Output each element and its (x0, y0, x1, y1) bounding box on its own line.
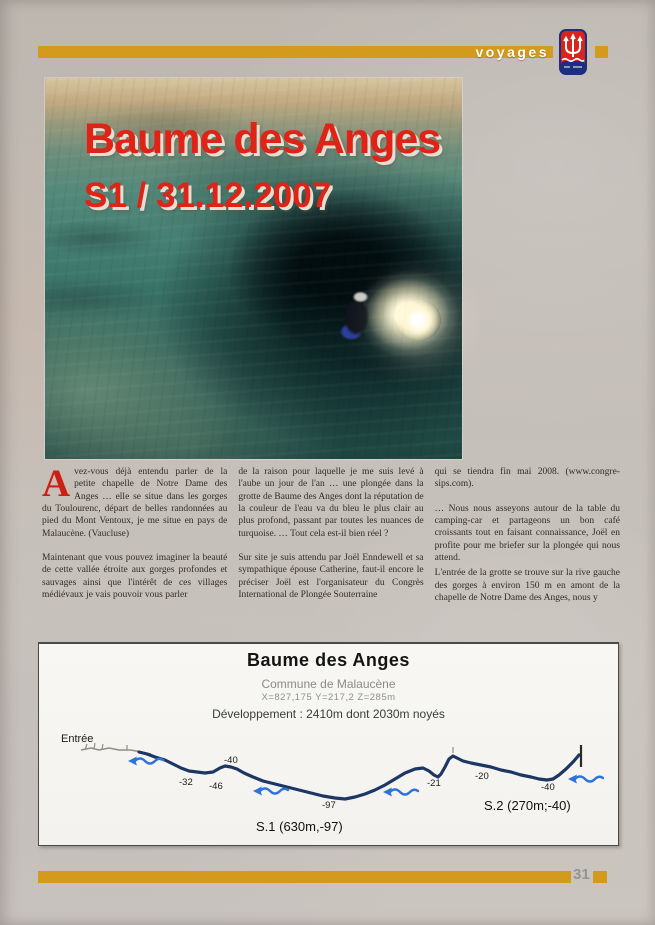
paragraph: … Nous nous asseyons autour de la table du camping-car et partageons un bon café croissants tout en faisant connaissance, Joël en profite pour me briefer sur la plongée qui nous attend. (434, 503, 620, 564)
flow-arrow-tail (390, 790, 418, 795)
header-bar-stub (595, 46, 608, 58)
cave-profile-diagram (39, 644, 618, 845)
header-bar (38, 46, 553, 58)
column-1 (42, 462, 228, 646)
survey-development: Développement : 2410m dont 2030m noyés (212, 707, 445, 721)
survey-label: -32 (179, 777, 193, 788)
survey-label: -40 (224, 755, 238, 766)
page-title: Baume des Anges (84, 115, 441, 163)
drop-cap: A (42, 462, 71, 505)
column-2 (238, 466, 423, 646)
cave-survey-box (38, 642, 619, 846)
survey-label: -40 (541, 782, 555, 793)
paragraph: L'entrée de la grotte se trouve sur la rive gauche des gorges à environ 150 m en amont de la chapelle de Notre Dame des Anges, nous y (434, 568, 620, 604)
survey-coordinates: X=827,175 Y=217,2 Z=285m (261, 692, 396, 703)
paragraph: Sur site je suis attendu par Joël Enndewell et sa sympathique épouse Catherine, faut-il encore le préciser Joël est l'organisateur du Congrès International de Plongée Souterraine (238, 553, 424, 601)
surface-tick (94, 743, 95, 749)
column-3 (435, 466, 620, 646)
survey-label: S.1 (630m,-97) (256, 819, 343, 834)
survey-label: -97 (322, 800, 336, 811)
page-subtitle: S1 / 31.12.2007 (84, 176, 332, 215)
ffessm-logo-icon (559, 29, 587, 75)
page-number: 31 (573, 866, 590, 883)
section-label: voyages (475, 44, 549, 60)
footer-square (593, 871, 607, 883)
paragraph: de la raison pour laquelle je me suis levé à l'aube un jour de l'an … une plongée dans la grotte de Baume des Anges dont la réputation de la couleur de l'eau va du bleu le plus clair au plus profond, passant par toutes les nuances de turquoise. … Tout cela est-il bien réel ? (238, 467, 424, 539)
flow-arrow-tail (575, 777, 603, 782)
footer-bar (38, 871, 571, 883)
surface-tick (102, 744, 103, 749)
flow-arrow-tail (135, 759, 163, 764)
survey-label: -21 (427, 778, 441, 789)
paragraph: qui se tiendra fin mai 2008. (www.congre-sips.com). (434, 467, 620, 490)
survey-commune: Commune de Malaucène (261, 677, 396, 691)
diver-silhouette (337, 288, 379, 344)
paragraph: Avez-vous déjà entendu parler de la petite chapelle de Notre Dame des Anges … elle se situe dans les gorges du Toulourenc, départ de belles randonnées au pied du Mont Ventoux, je me situe en pays de Malaucène. (Vaucluse) (42, 462, 228, 539)
dive-light-glow (395, 299, 441, 341)
survey-label: -46 (209, 781, 223, 792)
survey-label: S.2 (270m;-40) (484, 798, 571, 813)
flow-arrow-tail (260, 789, 288, 794)
survey-label: -20 (475, 771, 489, 782)
cave-diving-photo (45, 78, 462, 459)
survey-label: Entrée (61, 733, 94, 745)
paragraph: Maintenant que vous pouvez imaginer la beauté de cette vallée étroite aux gorges profondes et sauvages ainsi que l'intérêt de ces villages médiévaux je vais pouvoir vous parler (42, 553, 228, 601)
article-body (42, 462, 620, 646)
dive-profile-line (139, 752, 579, 799)
survey-title: Baume des Anges (247, 650, 410, 670)
